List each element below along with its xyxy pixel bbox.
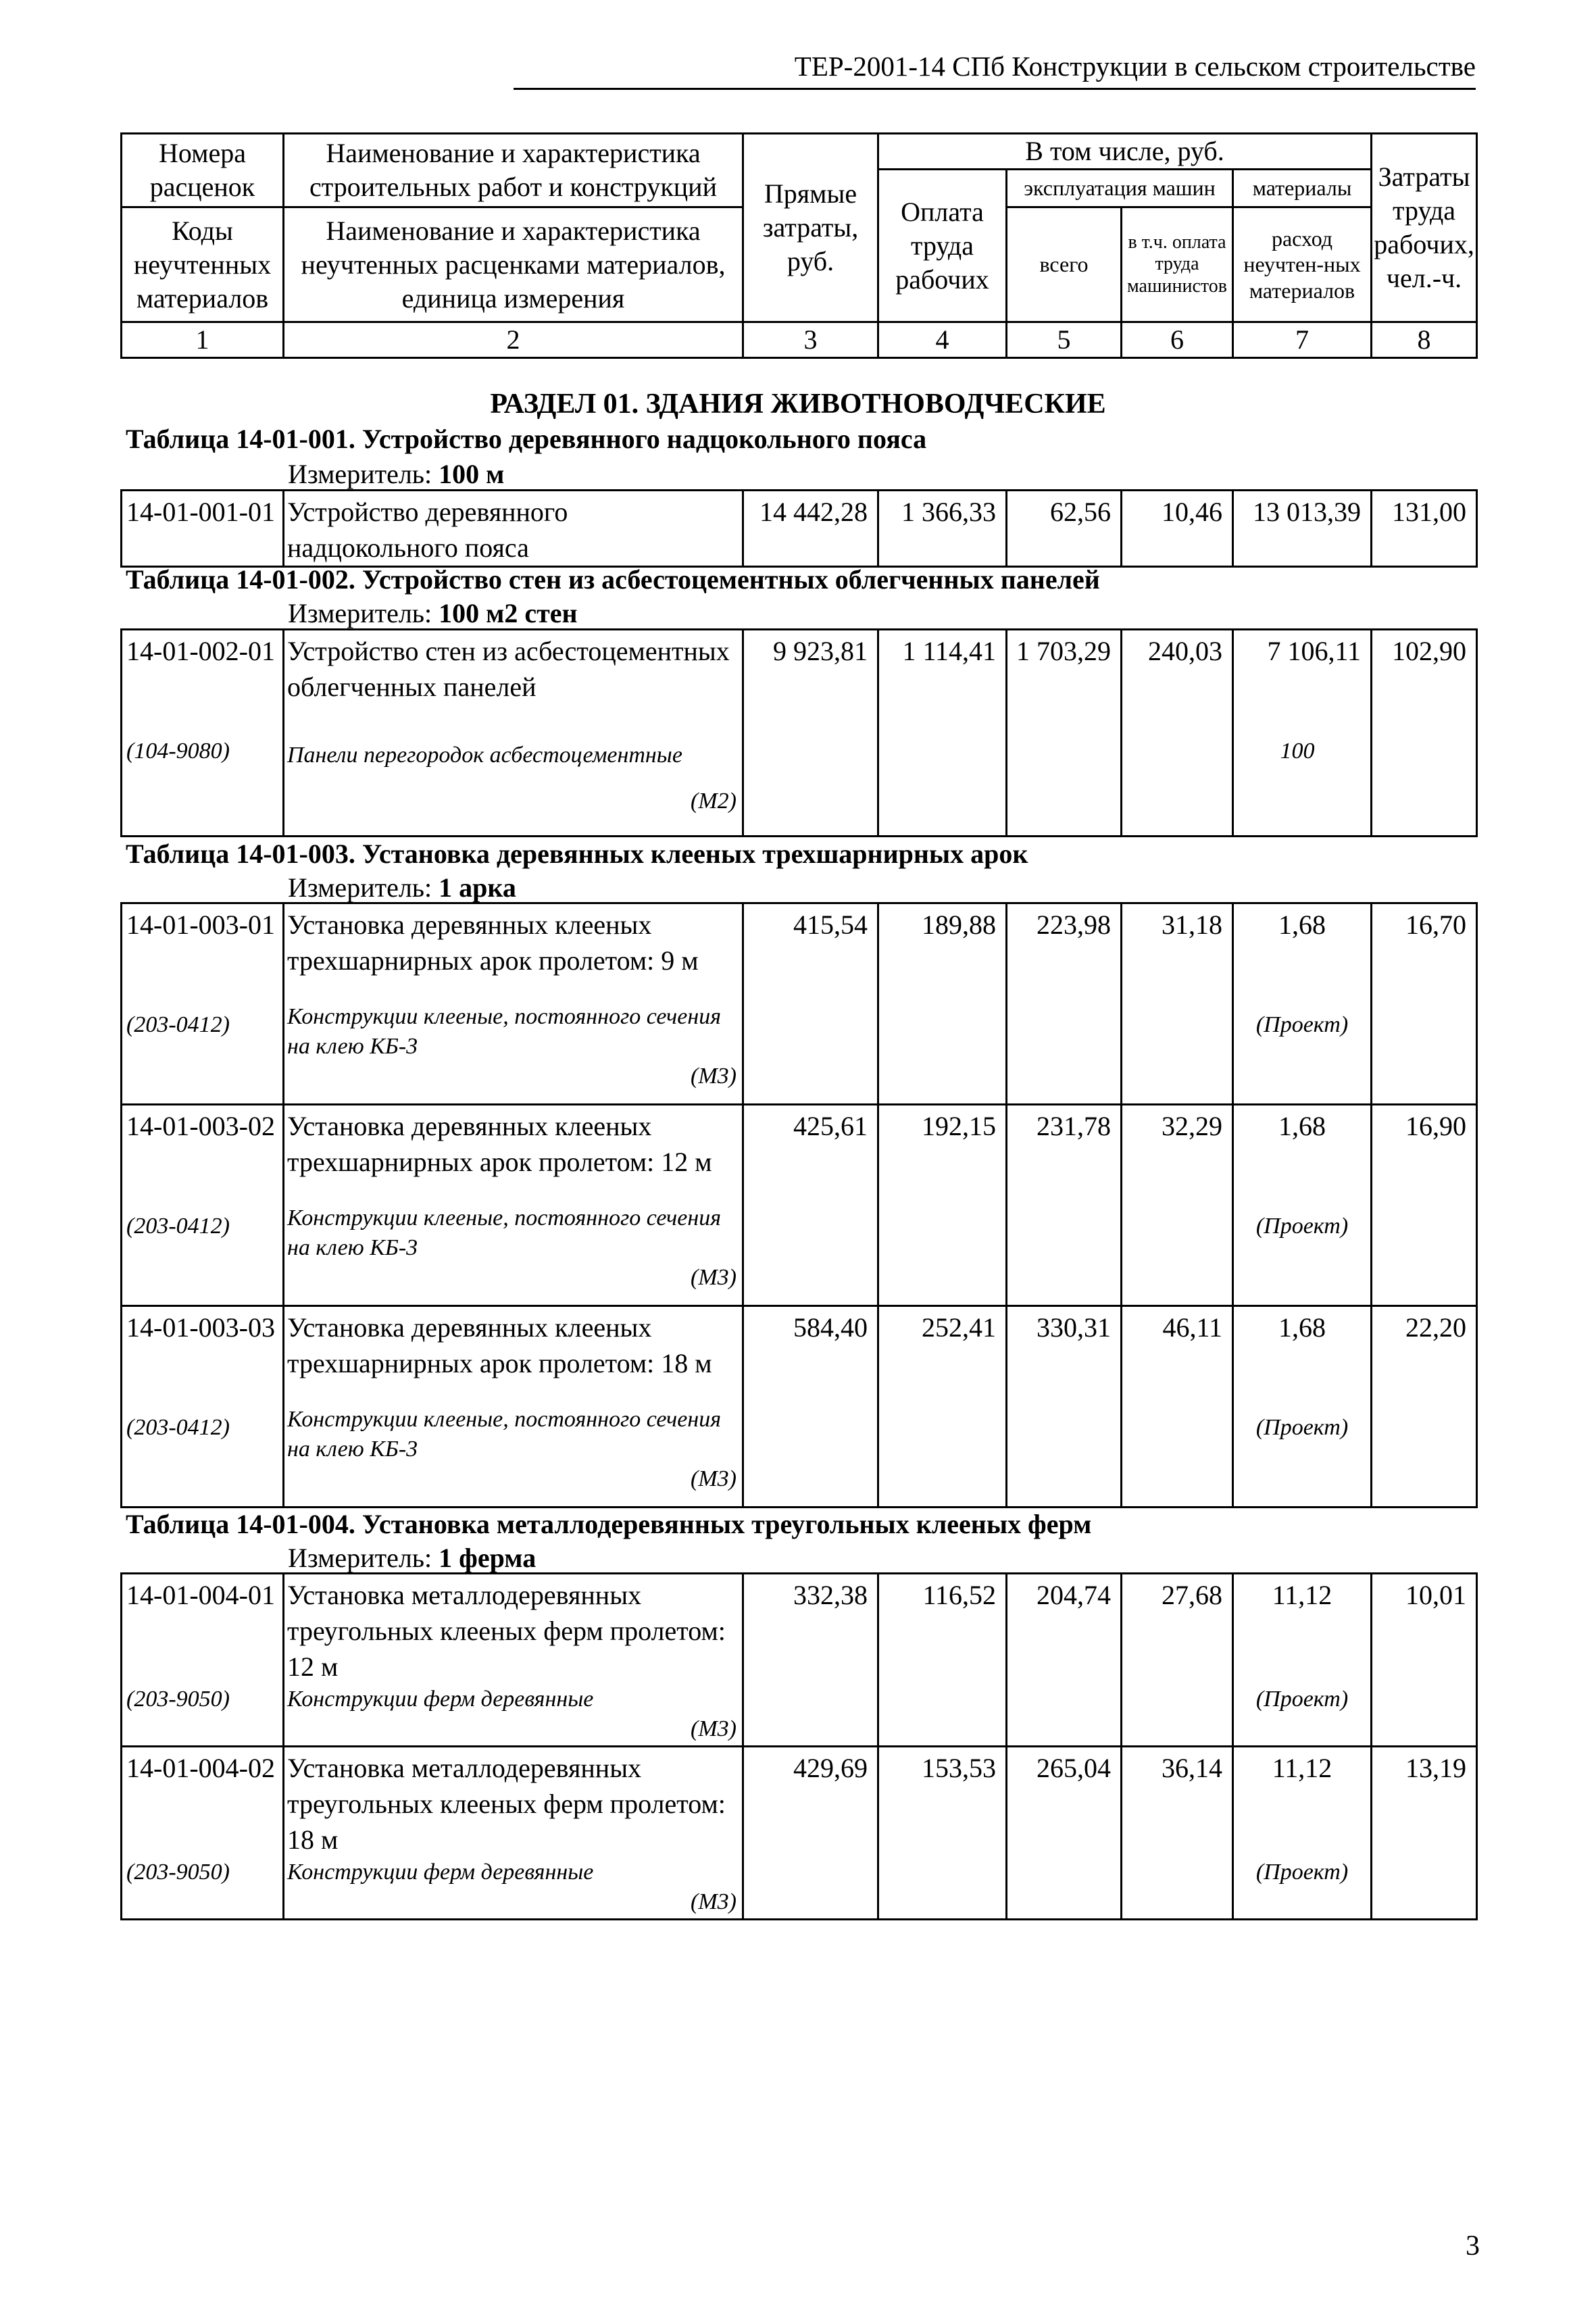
col-6-header: в т.ч. оплата труда машинистов — [1122, 207, 1233, 322]
meter: Измеритель: 100 м — [288, 459, 505, 489]
direct-costs: 332,38 — [743, 1574, 878, 1747]
machinists-pay: 36,14 — [1122, 1747, 1233, 1920]
labor-pay: 1 114,41 — [878, 630, 1007, 837]
rate-code: 14-01-003-01 — [126, 910, 275, 940]
material-name: Конструкции клееные, постоянного сечения на клею КБ-3 — [287, 1004, 722, 1059]
material-unit: (М3) — [691, 1889, 737, 1914]
labor-hours: 22,20 — [1372, 1306, 1477, 1508]
materials: 11,12 — [1272, 1580, 1332, 1610]
table-title: Таблица 14-01-001. Устройство деревянного надцокольного пояса — [126, 424, 927, 454]
column-header-table — [120, 132, 1478, 359]
material-name: Конструкции клееные, постоянного сечения на клею КБ-3 — [287, 1407, 722, 1462]
col-number: 2 — [284, 322, 743, 358]
col-4-header: Оплата труда рабочих — [878, 170, 1007, 322]
labor-hours: 16,70 — [1372, 903, 1477, 1105]
col-1-header-a: Номера расценок — [122, 134, 284, 207]
meter: Измеритель: 100 м2 стен — [288, 598, 578, 628]
work-name: Устройство стен из асбестоцементных облегченных панелей — [287, 636, 730, 702]
labor-hours: 102,90 — [1372, 630, 1477, 837]
machines-group-header: эксплуатация машин — [1007, 170, 1233, 207]
labor-hours: 16,90 — [1372, 1105, 1477, 1306]
document-header-title: ТЕР-2001-14 СПб Конструкции в сельском строительстве — [794, 51, 1476, 82]
machinists-pay: 27,68 — [1122, 1574, 1233, 1747]
material-qty: (Проект) — [1255, 1214, 1349, 1239]
col-3-header: Прямые затраты, руб. — [743, 134, 878, 322]
work-name: Установка деревянных клееных трехшарнирных арок пролетом: 12 м — [287, 1111, 712, 1177]
direct-costs: 14 442,28 — [743, 491, 878, 567]
table-row — [122, 1306, 1477, 1508]
price-table-003 — [120, 902, 1478, 1508]
labor-pay: 189,88 — [878, 903, 1007, 1105]
rate-code: 14-01-004-02 — [126, 1753, 275, 1783]
material-unit: (М3) — [691, 1466, 737, 1491]
material-qty: (Проект) — [1255, 1012, 1349, 1037]
material-qty: (Проект) — [1255, 1860, 1349, 1885]
machines-total: 231,78 — [1007, 1105, 1122, 1306]
materials: 1,68 — [1278, 1312, 1326, 1343]
material-code: (104-9080) — [126, 739, 230, 764]
price-table-004 — [120, 1572, 1478, 1920]
price-table-002 — [120, 628, 1478, 837]
materials: 7 106,11 — [1267, 636, 1361, 666]
work-name: Установка металлодеревянных треугольных клееных ферм пролетом: 12 м — [287, 1580, 726, 1682]
material-code: (203-0412) — [126, 1214, 230, 1239]
labor-hours: 10,01 — [1372, 1574, 1477, 1747]
price-table-001 — [120, 489, 1478, 568]
table-row — [122, 903, 1477, 1105]
labor-hours: 131,00 — [1372, 491, 1477, 567]
rate-code: 14-01-003-02 — [126, 1111, 275, 1141]
direct-costs: 9 923,81 — [743, 630, 878, 837]
materials: 1,68 — [1278, 1111, 1326, 1141]
table-title: Таблица 14-01-002. Устройство стен из асбестоцементных облегченных панелей — [126, 564, 1100, 595]
material-unit: (М3) — [691, 1716, 737, 1741]
labor-pay: 153,53 — [878, 1747, 1007, 1920]
materials: 1,68 — [1278, 910, 1326, 940]
machines-total: 204,74 — [1007, 1574, 1122, 1747]
col-1-header-b: Коды неучтенных материалов — [122, 207, 284, 322]
materials: 11,12 — [1272, 1753, 1332, 1783]
meter: Измеритель: 1 арка — [288, 872, 516, 903]
col-number: 5 — [1007, 322, 1122, 358]
material-qty: (Проект) — [1255, 1415, 1349, 1440]
material-code: (203-0412) — [126, 1012, 230, 1037]
labor-pay: 116,52 — [878, 1574, 1007, 1747]
header-rule — [514, 88, 1476, 90]
material-name: Панели перегородок асбестоцементные — [287, 743, 682, 768]
col-number: 6 — [1122, 322, 1233, 358]
material-qty: (Проект) — [1255, 1687, 1349, 1712]
table-row — [122, 1574, 1477, 1747]
col-number: 7 — [1233, 322, 1372, 358]
work-name: Установка деревянных клееных трехшарнирных арок пролетом: 18 м — [287, 1312, 712, 1378]
labor-pay: 1 366,33 — [878, 491, 1007, 567]
material-unit: (М2) — [691, 789, 737, 814]
work-name: Установка деревянных клееных трехшарнирных арок пролетом: 9 м — [287, 910, 699, 976]
direct-costs: 425,61 — [743, 1105, 878, 1306]
col-2-header-a: Наименование и характеристика строительных работ и конструкций — [284, 134, 743, 207]
material-name: Конструкции ферм деревянные — [287, 1687, 594, 1712]
table-row — [122, 491, 1477, 567]
page-number: 3 — [1466, 2231, 1480, 2262]
material-code: (203-0412) — [126, 1415, 230, 1440]
col-2-header-b: Наименование и характеристика неучтенных расценками материалов, единица измерения — [284, 207, 743, 322]
col-5-header: всего — [1007, 207, 1122, 322]
table-title: Таблица 14-01-004. Установка металлодеревянных треугольных клееных ферм — [126, 1509, 1092, 1539]
machines-total: 330,31 — [1007, 1306, 1122, 1508]
col-8-header: Затраты труда рабочих, чел.-ч. — [1372, 134, 1477, 322]
table-row — [122, 630, 1477, 837]
material-name: Конструкции клееные, постоянного сечения на клею КБ-3 — [287, 1205, 722, 1260]
machinists-pay: 31,18 — [1122, 903, 1233, 1105]
direct-costs: 584,40 — [743, 1306, 878, 1508]
machines-total: 265,04 — [1007, 1747, 1122, 1920]
material-unit: (М3) — [691, 1265, 737, 1290]
labor-pay: 252,41 — [878, 1306, 1007, 1508]
material-code: (203-9050) — [126, 1687, 230, 1712]
rate-code: 14-01-004-01 — [126, 1580, 275, 1610]
machines-total: 62,56 — [1007, 491, 1122, 567]
labor-pay: 192,15 — [878, 1105, 1007, 1306]
table-row — [122, 1105, 1477, 1306]
material-qty: 100 — [1280, 739, 1315, 764]
machinists-pay: 46,11 — [1122, 1306, 1233, 1508]
work-name: Установка металлодеревянных треугольных клееных ферм пролетом: 18 м — [287, 1753, 726, 1855]
labor-hours: 13,19 — [1372, 1747, 1477, 1920]
section-title: РАЗДЕЛ 01. ЗДАНИЯ ЖИВОТНОВОДЧЕСКИЕ — [490, 389, 1106, 420]
col-7-header: расход неучтен-ных материалов — [1233, 207, 1372, 322]
machines-total: 1 703,29 — [1007, 630, 1122, 837]
materials-group-header: материалы — [1233, 170, 1372, 207]
materials: 13 013,39 — [1233, 491, 1372, 567]
machinists-pay: 32,29 — [1122, 1105, 1233, 1306]
col-number: 3 — [743, 322, 878, 358]
rate-code: 14-01-002-01 — [126, 636, 275, 666]
direct-costs: 429,69 — [743, 1747, 878, 1920]
table-row — [122, 1747, 1477, 1920]
rate-code: 14-01-003-03 — [126, 1312, 275, 1343]
col-number: 1 — [122, 322, 284, 358]
meter: Измеритель: 1 ферма — [288, 1543, 537, 1573]
table-title: Таблица 14-01-003. Установка деревянных клееных трехшарнирных арок — [126, 839, 1028, 869]
direct-costs: 415,54 — [743, 903, 878, 1105]
work-name: Устройство деревянного надцокольного пояса — [284, 491, 743, 567]
col-number: 4 — [878, 322, 1007, 358]
material-unit: (М3) — [691, 1064, 737, 1089]
machinists-pay: 10,46 — [1122, 491, 1233, 567]
included-group-header: В том числе, руб. — [878, 134, 1372, 170]
material-name: Конструкции ферм деревянные — [287, 1860, 594, 1885]
rate-code: 14-01-001-01 — [122, 491, 284, 567]
col-number: 8 — [1372, 322, 1477, 358]
machinists-pay: 240,03 — [1122, 630, 1233, 837]
machines-total: 223,98 — [1007, 903, 1122, 1105]
material-code: (203-9050) — [126, 1860, 230, 1885]
